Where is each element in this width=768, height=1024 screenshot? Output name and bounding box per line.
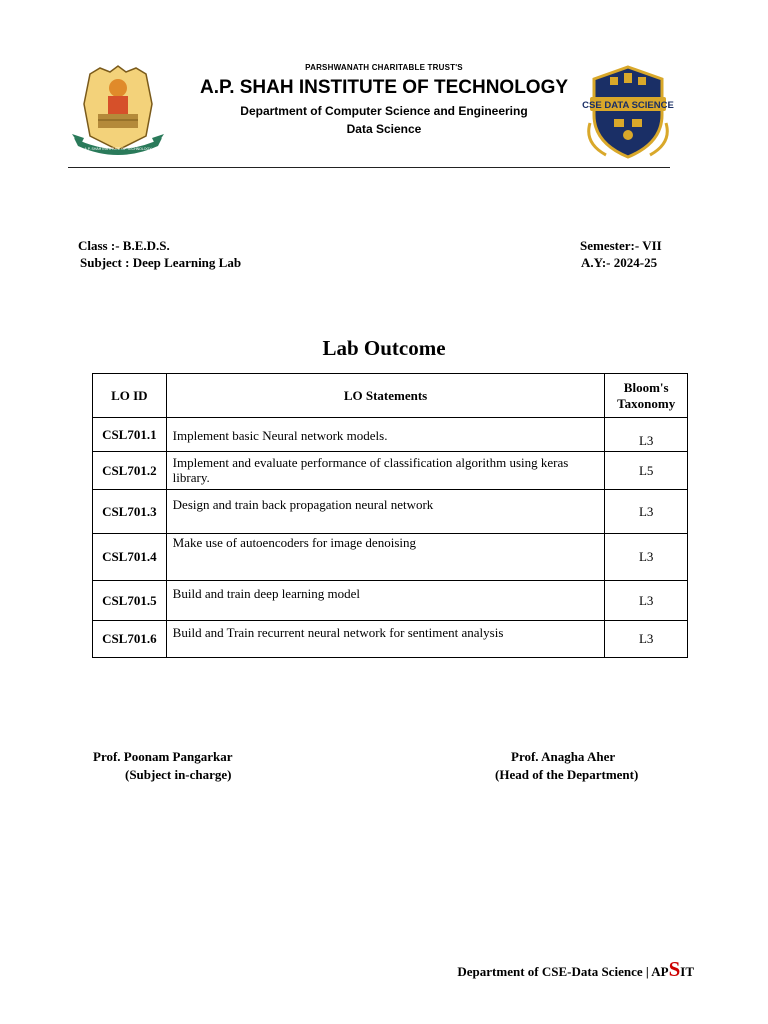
- footer-logo-s: S: [668, 957, 681, 981]
- footer-department: Department of CSE-Data Science | AP: [457, 964, 669, 979]
- lo-statement-cell: Build and Train recurrent neural network for sentiment analysis: [166, 621, 605, 658]
- lo-id-cell: CSL701.3: [93, 490, 167, 534]
- semester-label: Semester:- VII: [580, 238, 662, 253]
- department-name: Department of Computer Science and Engineering: [240, 104, 528, 118]
- institute-name: A.P. SHAH INSTITUTE OF TECHNOLOGY: [199, 77, 569, 98]
- table-row: [93, 490, 688, 534]
- header-blooms-taxonomy: Bloom's Taxonomy: [605, 374, 688, 418]
- lo-id-cell: CSL701.4: [93, 534, 167, 581]
- table-row: [93, 534, 688, 581]
- svg-text:CSE DATA SCIENCE: CSE DATA SCIENCE: [582, 100, 674, 111]
- bloom-level-cell: L3: [605, 581, 688, 621]
- lo-statement-cell: Make use of autoencoders for image denoising: [166, 534, 605, 581]
- lo-id-cell: CSL701.2: [93, 452, 167, 490]
- academic-year-label: A.Y:- 2024-25: [581, 255, 658, 270]
- footer-text: [457, 957, 694, 982]
- subject-label: Subject : Deep Learning Lab: [80, 255, 242, 270]
- lo-statement-cell: Build and train deep learning model: [166, 581, 605, 621]
- bloom-level-cell: L5: [605, 452, 688, 490]
- subject-incharge-name: Prof. Poonam Pangarkar: [93, 749, 233, 764]
- class-label: Class :- B.E.D.S.: [78, 238, 170, 253]
- svg-text:A.P. SHAH INSTITUTE OF TECHNOL: A.P. SHAH INSTITUTE OF TECHNOLOGY: [84, 147, 152, 151]
- lo-id-cell: CSL701.1: [93, 418, 167, 452]
- footer-logo-it: IT: [680, 964, 694, 979]
- bloom-level-cell: L3: [605, 621, 688, 658]
- lab-outcome-table: [92, 373, 688, 658]
- header-lo-id: LO ID: [93, 374, 167, 418]
- bloom-level-cell: L3: [605, 490, 688, 534]
- bloom-level-cell: L3: [605, 534, 688, 581]
- table-row: [93, 621, 688, 658]
- header-lo-statements: LO Statements: [166, 374, 605, 418]
- lo-id-cell: CSL701.6: [93, 621, 167, 658]
- trust-name: PARSHWANATH CHARITABLE TRUST'S: [305, 63, 463, 72]
- table-row: [93, 581, 688, 621]
- lo-statement-cell: Implement basic Neural network models.: [166, 418, 605, 452]
- lo-id-cell: CSL701.5: [93, 581, 167, 621]
- bloom-level-cell: L3: [605, 418, 688, 452]
- header-divider: [68, 167, 670, 168]
- lo-statement-cell: Implement and evaluate performance of classification algorithm using keras library.: [166, 452, 605, 490]
- lo-statement-cell: Design and train back propagation neural network: [166, 490, 605, 534]
- table-header-row: [93, 374, 688, 418]
- table-row: [93, 452, 688, 490]
- hod-role: (Head of the Department): [495, 767, 639, 782]
- hod-name: Prof. Anagha Aher: [511, 749, 616, 764]
- page-title: Lab Outcome: [322, 336, 446, 360]
- subject-incharge-role: (Subject in-charge): [125, 767, 232, 782]
- branch-name: Data Science: [346, 122, 422, 136]
- table-row: [93, 418, 688, 452]
